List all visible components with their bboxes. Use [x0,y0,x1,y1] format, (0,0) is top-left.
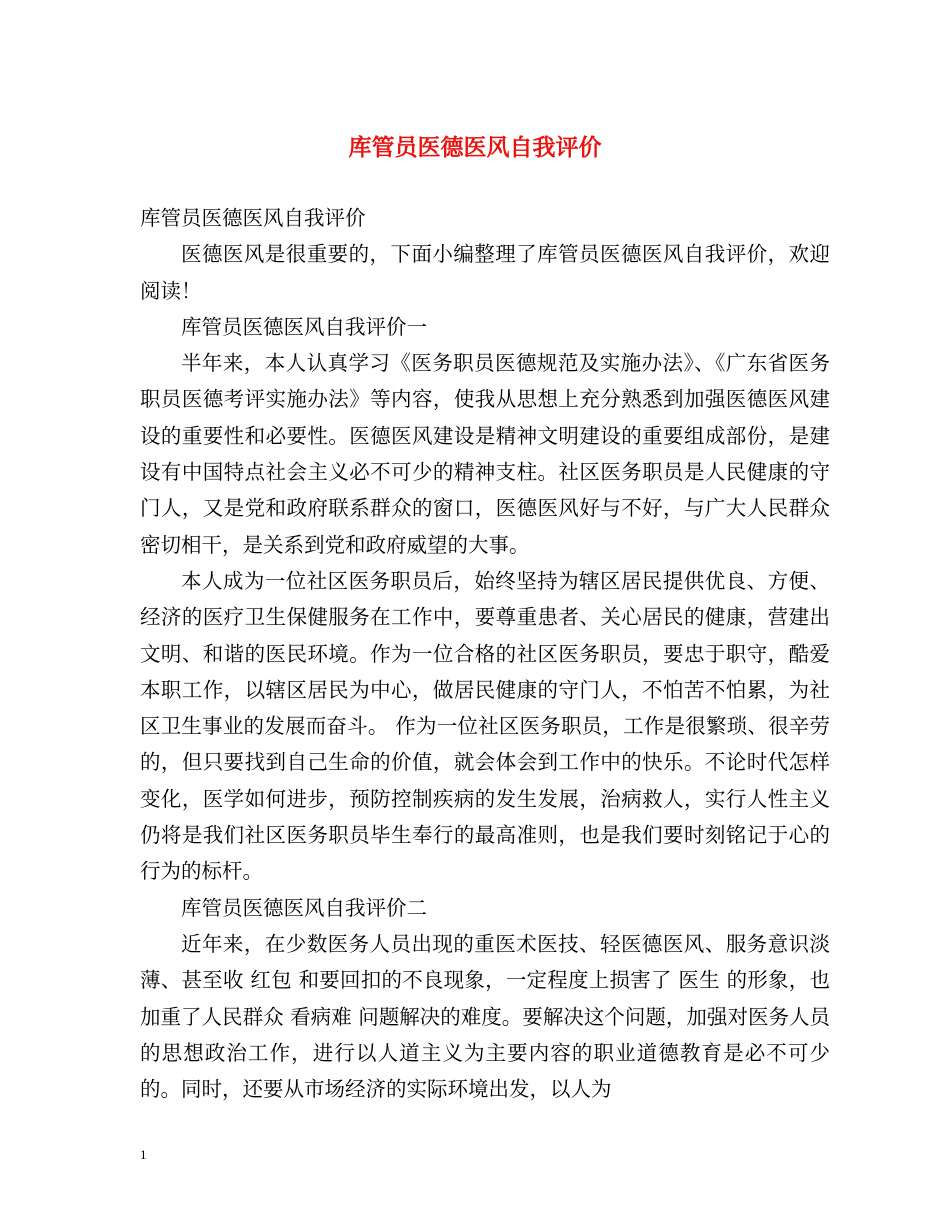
document-body [140,200,830,1107]
paragraph-intro: 医德医风是很重要的，下面小编整理了库管员医德医风自我评价，欢迎阅读！ [140,242,830,303]
paragraph: 本人成为一位社区医务职员后，始终坚持为辖区居民提供优良、方便、经济的医疗卫生保健服务在工作中，要尊重患者、关心居民的健康，营建出文明、和谐的医民环境。作为一位合格的社区医务职员，要忠于职守，酷爱本职工作，以辖区居民为中心，做居民健康的守门人，不怕苦不怕累，为社区卫生事业的发展而奋斗。 作为一位社区医务职员，工作是很繁琐、很辛劳的，但只要找到自己生命的价值，就会体会到工作中的快乐。不论时代怎样变化，医学如何进步，预防控制疾病的发生发展，治病救人，实行人性主义仍将是我们社区医务职员毕生奉行的最高准则，也是我们要时刻铭记于心的行为的标杆。 [140,568,830,884]
paragraph: 半年来，本人认真学习《医务职员医德规范及实施办法》、《广东省医务职员医德考评实施办法》等内容，使我从思想上充分熟悉到加强医德医风建设的重要性和必要性。医德医风建设是精神文明建设的重要组成部份，是建设有中国特点社会主义必不可少的精神支柱。社区医务职员是人民健康的守门人，又是党和政府联系群众的窗口，医德医风好与不好，与广大人民群众密切相干，是关系到党和政府威望的大事。 [140,351,830,557]
document-title: 库管员医德医风自我评价 [348,134,602,161]
page-number: 1 [140,1147,147,1162]
section-heading-two: 库管员医德医风自我评价二 [181,895,427,920]
paragraph-heading: 库管员医德医风自我评价 [140,206,366,230]
section-heading-one: 库管员医德医风自我评价一 [181,314,427,339]
paragraph: 近年来，在少数医务人员出现的重医术医技、轻医德医风、服务意识淡薄、甚至收 红包 和要回扣的不良现象，一定程度上损害了 医生 的形象，也加重了人民群众 看病难 问题解决的难度。要解决这个问题，加强对医务人员的思想政治工作，进行以人道主义为主要内容的职业道德教育是必不可少的。同时，还要从市场经济的实际环境出发，以人为 [140,931,830,1102]
